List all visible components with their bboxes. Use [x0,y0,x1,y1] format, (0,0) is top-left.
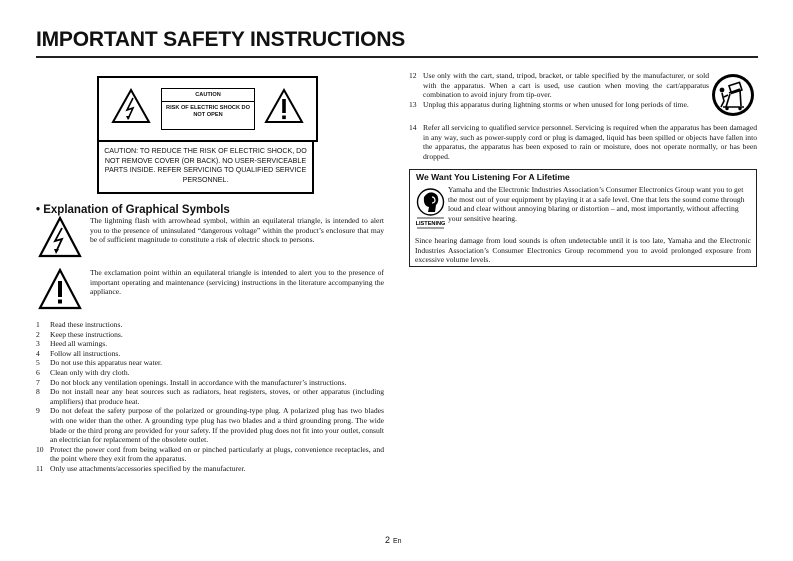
list-item: 11 Only use attachments/accessories specified by the manufacturer. [36,463,246,473]
caution-label [161,88,255,130]
exclamation-symbol-explanation: The exclamation point within an equilateral triangle is intended to alert you to the presence of important operating and maintenance (servicing) instructions in the literature accompanying the appliance. [90,268,384,297]
instructions-list-right-bottom [409,123,757,161]
explanation-heading: • Explanation of Graphical Symbols [36,204,230,216]
page-number-value: 2 [385,535,391,545]
risk-of-shock-text: RISK OF ELECTRIC SHOCK DO NOT OPEN [166,105,250,118]
list-item: 4 Follow all instructions. [36,348,121,358]
lightning-symbol-explanation: The lightning flash with arrowhead symbol, within an equilateral triangle, is intended to alert you to the presence of uninsulated “dangerous voltage” within the product’s enclosure that may be of sufficient magnitude to constitute a risk of electric shock to persons. [90,216,384,245]
list-item: 8 Do not install near any heat sources such as radiators, heat registers, stoves, or other apparatus (including amplifiers) that produce heat. [36,387,384,406]
list-item: 3 Heed all warnings. [36,339,108,349]
page-language: En [393,538,402,545]
listening-logo [415,185,446,240]
explanation-heading-text: Explanation of Graphical Symbols [43,204,230,216]
list-item: 12 Use only with the cart, stand, tripod, bracket, or table specified by the manufacturer, or sold with the apparatus. When a cart is used, use caution when moving the cart/apparatus combination to avoid injury from tip-over. [409,71,709,100]
exclamation-triangle-icon [38,268,82,315]
listening-text-1: Yamaha and the Electronic Industries Association’s Consumer Electronics Group want you to get the most out of your equipment by playing it at a safe level. One that lets the sound come through loud and clear without annoying blaring or distortion – and, most importantly, without affecting your sensitive hearing. [448,185,745,223]
caution-title: CAUTION [162,89,254,102]
exclamation-triangle-icon [264,88,304,129]
list-item: 6 Clean only with dry cloth. [36,367,130,377]
page-number [385,535,402,545]
list-item: 10 Protect the power cord from being walked on or pinched particularly at plugs, convenience receptacles, and the point where they exit from the apparatus. [36,444,384,464]
list-item: 2 Keep these instructions. [36,329,123,339]
list-item: 1 Read these instructions. [36,320,123,329]
list-item: 7 Do not block any ventilation openings. Install in accordance with the manufacturer’s instructions. [36,377,347,387]
lightning-triangle-icon [111,88,151,129]
cart-tipover-warning-icon [710,73,756,122]
listening-logo-text: LISTENING [415,221,446,227]
listening-text-2: Since hearing damage from loud sounds is often undetectable until it is too late, Yamaha and the Electronic Industries Association’s Consumer Electronics Group recommend you to avoid prolonged exposure from excessive volume levels. [415,236,751,265]
caution-warning-text: CAUTION: TO REDUCE THE RISK OF ELECTRIC SHOCK, DO NOT REMOVE COVER (OR BACK). NO USER-SERVICEABLE PARTS INSIDE. REFER SERVICING TO QUALIFIED SERVICE PERSONNEL. [97,140,314,194]
list-item: 9 Do not defeat the safety purpose of the polarized or grounding-type plug. A polarized plug has two blades with one wider than the other. A grounding type plug has two blades and a third grounding prong. The wide blade or the third prong are provided for your safety. If the provided plug does not fit into your outlet, consult an electrician for replacement of the obsolete outlet. [36,406,384,445]
lightning-triangle-icon [38,216,82,263]
title-rule [36,56,758,58]
page-title: IMPORTANT SAFETY INSTRUCTIONS [36,28,406,51]
caution-label-box [97,76,318,142]
list-item: 13 Unplug this apparatus during lightning storms or when unused for long periods of time. [409,99,689,109]
instructions-list-left [36,320,384,474]
listening-notice-box [409,169,757,267]
list-item: 14 Refer all servicing to qualified service personnel. Servicing is required when the apparatus has been damaged in any way, such as power-supply cord or plug is damaged, liquid has been spilled or objects have fallen into the apparatus, the apparatus has been exposed to rain or moisture, does not operate normally, or has been dropped. [409,123,757,161]
list-item: 5 Do not use this apparatus near water. [36,358,162,368]
listening-heading: We Want You Listening For A Lifetime [416,172,570,182]
instructions-list-right-top [409,71,709,109]
